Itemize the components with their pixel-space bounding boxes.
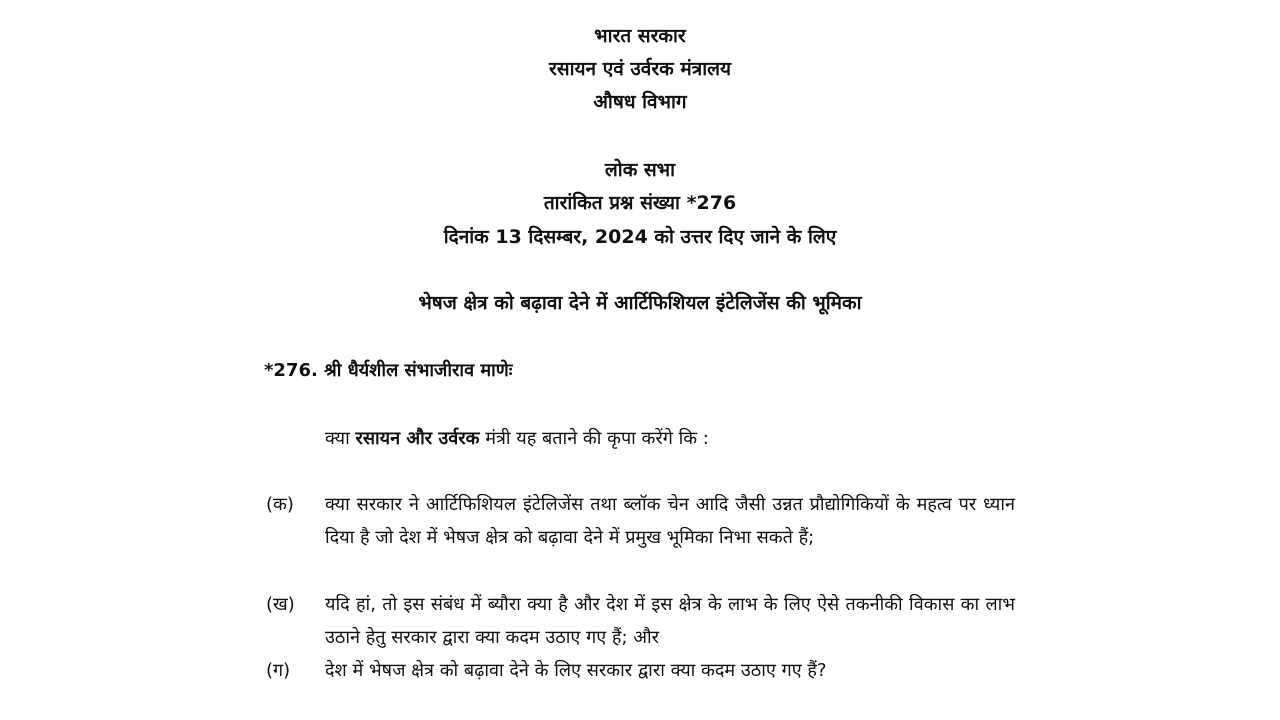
question-subject: भेषज क्षेत्र को बढ़ावा देने में आर्टिफिशियल इंटेलिजेंस की भूमिका	[418, 292, 862, 314]
member-name: श्री धैर्यशील संभाजीराव माणेः	[324, 360, 513, 381]
part-label-ka: (क)	[266, 494, 294, 515]
question-number: *276.	[264, 360, 318, 381]
part-text-kha: यदि हां, तो इस संबंध में ब्यौरा क्या है और देश में इस क्षेत्र के लाभ के लिए ऐसे तकनीकी विकास का लाभ उठाने हेतु सरकार द्वारा क्या कदम उठाए गए हैं; और	[325, 594, 1015, 648]
ministry-title: रसायन एवं उर्वरक मंत्रालय	[548, 58, 732, 80]
intro-suffix: मंत्री यह बताने की कृपा करेंगे कि :	[485, 428, 709, 449]
department-title: औषध विभाग	[593, 91, 687, 113]
answer-date: दिनांक 13 दिसम्बर, 2024 को उत्तर दिए जाने के लिए	[443, 226, 837, 248]
government-title: भारत सरकार	[594, 25, 686, 47]
intro-prefix: क्या	[325, 428, 350, 449]
question-intro	[325, 426, 709, 452]
intro-ministry: रसायन और उर्वरक	[355, 428, 480, 449]
house-name: लोक सभा	[604, 159, 676, 181]
part-text-ga: देश में भेषज क्षेत्र को बढ़ावा देने के लिए सरकार द्वारा क्या कदम उठाए गए हैं?	[325, 660, 827, 681]
question-heading	[264, 358, 512, 384]
question-type: तारांकित प्रश्न संख्या *276	[543, 192, 737, 214]
part-text-ka: क्या सरकार ने आर्टिफिशियल इंटेलिजेंस तथा ब्लॉक चेन आदि जैसी उन्नत प्रौद्योगिकियों के महत्व पर ध्यान दिया है जो देश में भेषज क्षेत्र को बढ़ावा देने में प्रमुख भूमिका निभा सकते हैं;	[325, 494, 1015, 548]
part-label-ga: (ग)	[266, 660, 291, 681]
part-label-kha: (ख)	[266, 594, 295, 615]
